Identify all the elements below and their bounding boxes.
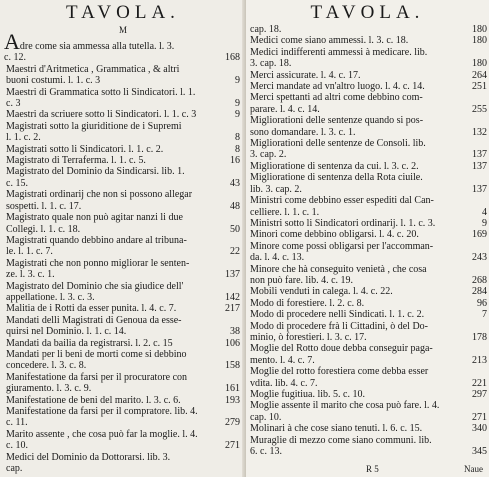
index-entry [0, 395, 246, 406]
index-page-number: 271 [472, 411, 487, 423]
index-entry [0, 155, 246, 166]
index-entry-text: sono domandare. l. 3. c. 1. [250, 126, 356, 138]
index-entry [0, 429, 246, 452]
index-entry-text: Modo di forestiere. l. 2. c. 8. [250, 297, 365, 309]
index-entry [246, 138, 489, 161]
index-entry [246, 343, 489, 366]
index-entry-text: Magistrato del Dominio da Sindicarsi. lib. 1. [6, 166, 185, 178]
index-entry-text: Minore che hà conseguito venietà , che cosa [250, 263, 427, 275]
left-index-list [0, 29, 246, 475]
index-entry [246, 81, 489, 92]
index-entry [246, 24, 489, 35]
right-page [246, 0, 489, 477]
index-entry-text: mento. l. 4. c. 7. [250, 354, 315, 366]
index-page-number: 106 [225, 337, 240, 349]
index-entry [246, 286, 489, 297]
index-entry-text: Migliorationi delle sentenze de Consoli. lib. [250, 138, 426, 150]
index-entry-text: c. 10. [6, 440, 28, 452]
index-entry-text: Magistrati quando debbino andare al tribuna- [6, 234, 187, 246]
index-entry-text: buoni costumi. l. 1. c. 3 [6, 75, 101, 87]
index-entry-text: Malitia de i Rotti da esser punita. l. 4. c. 7. [6, 303, 177, 315]
index-entry [0, 235, 246, 258]
index-page-number: 221 [472, 377, 487, 389]
index-entry-text: Collegi. l. 1. c. 18. [6, 223, 81, 235]
index-page-number: 255 [472, 103, 487, 115]
index-entry-text: vdita. lib. 4. c. 7. [250, 377, 318, 389]
index-page-number: 264 [472, 69, 487, 81]
index-entry [0, 64, 246, 87]
index-entry [246, 47, 489, 70]
index-entry-text: non può fare. lib. 4. c. 19. [250, 274, 354, 286]
index-page-number: 180 [472, 24, 487, 35]
index-page-number: 7 [482, 309, 487, 321]
index-entry-text: Manifestatione da farsi per il procuratore con [6, 371, 188, 383]
index-entry-text: Magistrati sotto li Sindicatori. l. 1. c. 2. [6, 143, 164, 155]
index-entry-text: Magistrati che non ponno migliorar le senten- [6, 257, 190, 269]
signature-mark: R 5 [366, 464, 379, 474]
index-entry-text: celliere. l. 1. c. 1. [250, 206, 320, 218]
index-entry [246, 400, 489, 423]
index-entry [246, 92, 489, 115]
index-entry [246, 389, 489, 400]
index-entry-text: Merci spettanti ad altri come debbino com- [250, 92, 423, 104]
index-page-number: 48 [230, 200, 240, 212]
index-page-number: 132 [472, 126, 487, 138]
index-entry-text: Merci assicurate. l. 4. c. 17. [250, 69, 361, 81]
index-entry [0, 338, 246, 349]
index-entry [246, 366, 489, 389]
index-page-number: 158 [225, 360, 240, 372]
index-page-number: 271 [225, 440, 240, 452]
index-entry-text: sospetti. l. 1. c. 17. [6, 200, 82, 212]
index-page-number: 137 [472, 183, 487, 195]
index-entry [246, 423, 489, 434]
index-entry [246, 115, 489, 138]
index-page-number: 9 [482, 217, 487, 229]
index-entry-text: Modo di procedere nelli Sindicati. l. 1. c. 2. [250, 309, 425, 321]
index-page-number: 8 [235, 143, 240, 155]
right-index-list [246, 24, 489, 457]
index-page-number: 243 [472, 252, 487, 264]
index-entry-text: Adre come sia ammessa alla tutella. l. 3. [4, 29, 175, 54]
index-entry-text: Medici come siano ammessi. l. 3. c. 18. [250, 35, 409, 47]
index-entry [246, 172, 489, 195]
catchword: Naue [464, 464, 483, 474]
index-page-number: 137 [472, 160, 487, 172]
index-entry-text: Ministri sotto li Sindicatori ordinarij. l. 1. c. 3. [250, 217, 436, 229]
index-page-number: 279 [225, 417, 240, 429]
index-page-number: 9 [235, 98, 240, 110]
index-entry-text: appellatione. l. 3. c. 3. [6, 291, 95, 303]
index-entry-text: c. 15. [6, 177, 28, 189]
index-entry-text: giuramento. l. 3. c. 9. [6, 383, 92, 395]
index-page-number: 96 [477, 297, 487, 309]
index-entry [0, 452, 246, 475]
index-page-number: 38 [230, 326, 240, 338]
index-entry-text: concedere. l. 3. c. 8. [6, 360, 87, 372]
index-entry-text: Medici indifferenti ammessi à medicare. lib. [250, 46, 428, 58]
index-page-number: 251 [472, 81, 487, 93]
index-entry [246, 161, 489, 172]
index-entry [246, 321, 489, 344]
index-page-number: 9 [235, 109, 240, 121]
index-entry [246, 264, 489, 287]
index-entry-text: Magistrati sotto la giuriditione de i Supremi [6, 120, 182, 132]
index-page-number: 168 [225, 52, 240, 64]
index-entry-text: Moglie del rotto forestiera come debba esser [250, 366, 429, 378]
index-entry [0, 349, 246, 372]
index-entry-text: ze. l. 3. c. 1. [6, 269, 55, 281]
index-entry-text: lib. 3. cap. 2. [250, 183, 302, 195]
index-entry-text: Moglie assente il marito che cosa può fare. l. 4. [250, 400, 440, 412]
index-entry-text: Maestri da scriuere sotto li Sindicatori. l. 1. c. 3 [6, 109, 197, 121]
index-entry-text: Miglioratione di sentenza della Rota ciuile. [250, 172, 423, 184]
index-entry-text: da. l. 4. c. 13. [250, 252, 305, 264]
index-entry-text: Magistrato del Dominio che sia giudice dell' [6, 280, 184, 292]
index-entry-text: Modo di procedere frà li Cittadini, ò del Do- [250, 320, 429, 332]
index-entry [0, 189, 246, 212]
index-entry-text: Merci mandate ad vn'altro luogo. l. 4. c. 14. [250, 81, 425, 93]
index-page-number: 169 [472, 229, 487, 241]
index-entry-text: Migliorationi delle sentenze quando si pos- [250, 115, 424, 127]
index-entry-text: Magistrato di Terraferma. l. 1. c. 5. [6, 155, 146, 167]
index-entry [246, 241, 489, 264]
index-entry-text: Miglioratione di sentenza da cui. l. 3. c. 2. [250, 160, 419, 172]
index-page-number: 4 [482, 206, 487, 218]
index-page-number: 16 [230, 155, 240, 167]
index-entry-text: Mandati delli Magistrati di Genoua da esse- [6, 314, 182, 326]
index-entry-text: Muraglie di mezzo come siano communi. lib. [250, 434, 432, 446]
index-page-number: 8 [235, 132, 240, 144]
index-entry-text: c. 3 [6, 98, 21, 110]
index-entry-text: Maestri di Grammatica sotto li Sindicatori. l. 1. [6, 86, 196, 98]
index-page-number: 180 [472, 58, 487, 70]
index-entry [246, 70, 489, 81]
index-entry [0, 29, 246, 64]
index-entry [0, 372, 246, 395]
index-entry-text: c. 11. [6, 417, 28, 429]
index-entry [0, 166, 246, 189]
index-page-number: 284 [472, 286, 487, 298]
index-entry [0, 281, 246, 304]
index-entry-text: 3. cap. 2. [250, 149, 287, 161]
index-entry-text: Magistrato quale non può agitar nanzi li due [6, 212, 183, 224]
index-entry [246, 218, 489, 229]
index-page-number: 50 [230, 223, 240, 235]
index-entry-text: Mobili venduti in calega. l. 4. c. 22. [250, 286, 393, 298]
index-entry [0, 315, 246, 338]
index-page-number: 137 [472, 149, 487, 161]
index-page-number: 268 [472, 274, 487, 286]
index-entry-text: minio, ò forestieri. l. 3. c. 17. [250, 331, 367, 343]
index-entry [0, 109, 246, 120]
index-entry [0, 121, 246, 144]
index-page-number: 142 [225, 291, 240, 303]
index-entry-text: Mandati da bailia da registrarsi. l. 2. c. 15 [6, 337, 173, 349]
index-entry-text: cap. [6, 463, 23, 475]
index-entry-text: Maestri d'Aritmetica , Grammatica , & altri [6, 63, 180, 75]
index-entry-text: Minore come possi obligarsi per l'accomman- [250, 240, 434, 252]
page-footer [246, 464, 489, 476]
index-entry [246, 229, 489, 240]
index-entry-text: le. l. 1. c. 7. [6, 246, 53, 258]
index-entry-text: c. 12. [4, 52, 26, 64]
index-entry-text: Manifestatione da farsi per il compratore. lib. 4. [6, 406, 198, 417]
index-page-number: 217 [225, 303, 240, 315]
index-entry-text: Moglie fugitiua. lib. 5. c. 10. [250, 389, 365, 400]
index-page-number: 178 [472, 331, 487, 343]
index-entry [246, 435, 489, 458]
index-entry-text: Ministri come debbino esser espediti dal Can- [250, 195, 434, 207]
index-entry-text: Marito assente , che cosa può far la moglie. l. 4. [6, 428, 198, 440]
index-entry-text: Moglie del Rotto doue debba conseguir paga- [250, 343, 433, 355]
index-entry-text: parare. l. 4. c. 14. [250, 103, 320, 115]
index-entry [0, 212, 246, 235]
index-entry-text: 6. c. 13. [250, 446, 282, 458]
index-page-number: 345 [472, 446, 487, 458]
index-entry-text: Magistrati ordinarij che non si possono allegar [6, 189, 193, 201]
index-page-number: 22 [230, 246, 240, 258]
index-entry-text: Manifestatione de beni del marito. l. 3. c. 6. [6, 394, 181, 406]
index-page-number: 43 [230, 177, 240, 189]
index-entry-text: Medici del Dominio da Dottorarsi. lib. 3. [6, 451, 171, 463]
index-entry [246, 35, 489, 46]
index-entry [246, 195, 489, 218]
index-entry [0, 406, 246, 429]
index-page-number: 161 [225, 383, 240, 395]
index-entry-text: cap. 10. [250, 411, 282, 423]
index-entry-text: Mandati per li beni de morti come si debbino [6, 348, 187, 360]
index-page-number: 297 [472, 389, 487, 400]
index-entry [0, 258, 246, 281]
right-page-header: TAVOLA. [310, 2, 425, 23]
index-entry-text: 3. cap. 18. [250, 58, 292, 70]
index-entry-text: Molinari à che cose siano tenuti. l. 6. c. 15. [250, 423, 423, 435]
index-page-number: 193 [225, 394, 240, 406]
index-page-number: 137 [225, 269, 240, 281]
index-page-number: 340 [472, 423, 487, 435]
index-page-number: 213 [472, 354, 487, 366]
index-page-number: 9 [235, 75, 240, 87]
index-entry-text: l. 1. c. 2. [6, 132, 41, 144]
index-entry-text: quirsi nel Dominio. l. 1. c. 14. [6, 326, 127, 338]
left-page-header: TAVOLA. [66, 2, 180, 23]
index-entry [246, 309, 489, 320]
section-letter: M [118, 25, 127, 35]
index-entry [0, 303, 246, 314]
index-entry [246, 298, 489, 309]
index-entry [0, 87, 246, 110]
index-entry-text: Minori come debbino obligarsi. l. 4. c. 20. [250, 229, 419, 241]
index-entry-text: cap. 18. [250, 24, 282, 35]
index-page-number: 180 [472, 35, 487, 47]
index-entry [0, 144, 246, 155]
